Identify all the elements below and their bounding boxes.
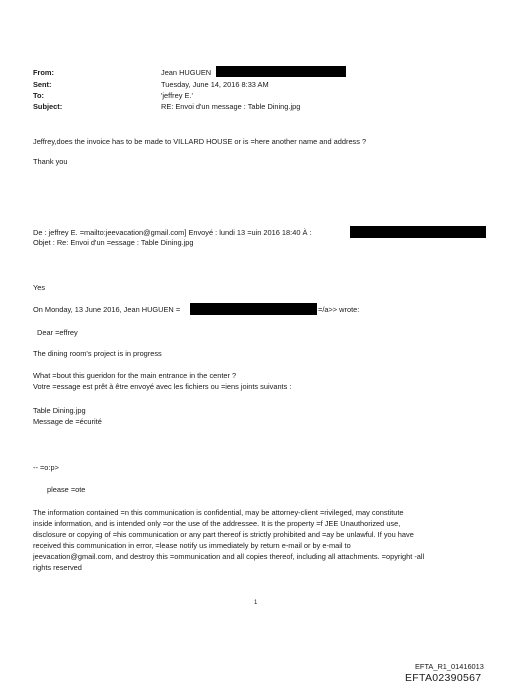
- disclaimer-line2: inside information, and is intended only =or the use of the addressee. It is the property =f JEE Unauthorized use,: [33, 519, 401, 528]
- body-what-line1: What =bout this gueridon for the main entrance in the center ?: [33, 371, 237, 380]
- disclaimer-line4: received this communication in error, =lease notify us immediately by return e-mail or by e-mail to: [33, 541, 351, 550]
- on-monday-prefix: On Monday, 13 June 2016, Jean HUGUEN =: [33, 305, 181, 314]
- redaction-bar: [216, 66, 346, 77]
- quote-header-line2: Objet : Re: Envoi d'un =essage : Table Dining.jpg: [33, 238, 194, 247]
- attachment-table-dining: Table Dining.jpg: [33, 406, 86, 415]
- footer-efta-id: EFTA02390567: [405, 672, 482, 684]
- from-value: Jean HUGUEN: [161, 68, 212, 77]
- body-line-invoice: Jeffrey,does the invoice has to be made to VILLARD HOUSE or is =here another name and address ?: [33, 137, 367, 146]
- footer-efta-r1-id: EFTA_R1_01416013: [415, 662, 484, 671]
- disclaimer-line6: rights reserved: [33, 563, 82, 572]
- sent-label: Sent:: [33, 80, 52, 89]
- body-dining: The dining room's project is in progress: [33, 349, 162, 358]
- body-thanks: Thank you: [33, 157, 68, 166]
- subject-label: Subject:: [33, 102, 63, 111]
- redaction-bar: [350, 226, 486, 238]
- on-monday-suffix: =/a>> wrote:: [318, 305, 360, 314]
- from-label: From:: [33, 68, 54, 77]
- disclaimer-line3: disclosure or copying of =his communication or any part thereof is strictly prohibited and =ay be unlawful. If you have: [33, 530, 414, 539]
- to-value: 'jeffrey E.': [161, 91, 193, 100]
- subject-value: RE: Envoi d'un message : Table Dining.jpg: [161, 102, 301, 111]
- body-op: -- =o:p>: [33, 463, 59, 472]
- sent-value: Tuesday, June 14, 2016 8:33 AM: [161, 80, 269, 89]
- disclaimer-line5: jeevacation@gmail.com, and destroy this =ommunication and all copies thereof, including all attachments. =opyright -all: [33, 552, 425, 561]
- page-number: 1: [254, 600, 258, 606]
- body-dear: Dear =effrey: [37, 328, 78, 337]
- disclaimer-line1: The information contained =n this communication is confidential, may be attorney-client =rivileged, may constitute: [33, 508, 404, 517]
- quote-header-line1: De : jeffrey E. =mailto:jeevacation@gmail.com] Envoyé : lundi 13 =uin 2016 18:40 À :: [33, 228, 312, 237]
- to-label: To:: [33, 91, 44, 100]
- body-yes: Yes: [33, 283, 46, 292]
- redaction-bar: [190, 303, 317, 315]
- body-please-note: please =ote: [47, 485, 86, 494]
- attachment-message-securite: Message de =écurité: [33, 417, 102, 426]
- body-what-line2: Votre =essage est prêt à être envoyé avec les fichiers ou =iens joints suivants :: [33, 382, 292, 391]
